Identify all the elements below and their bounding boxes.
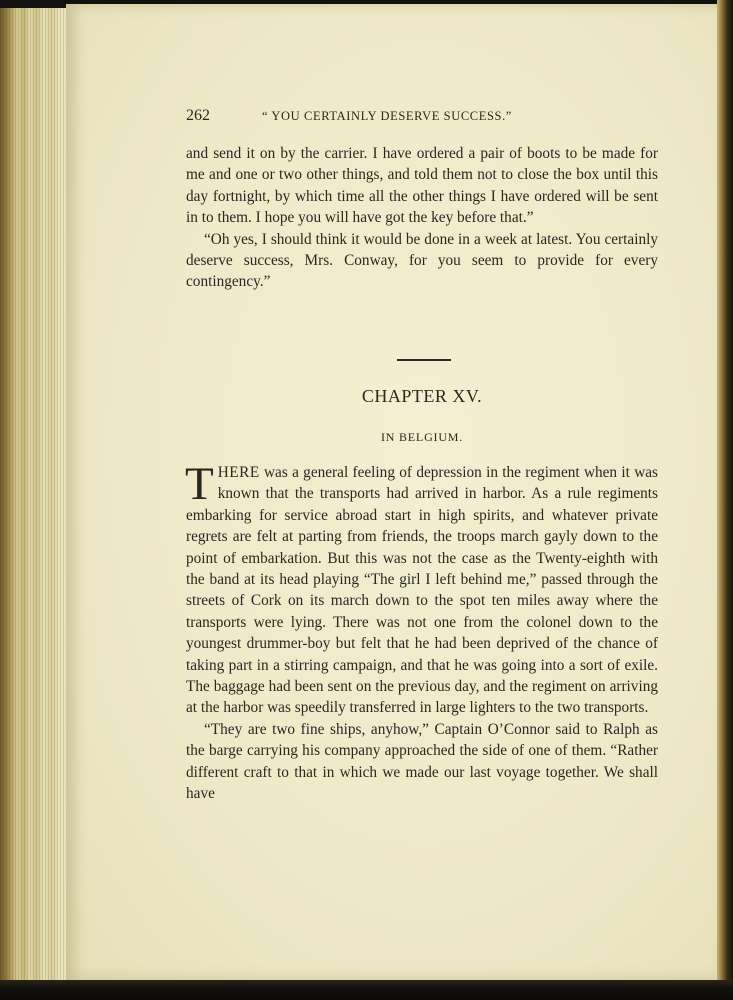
paragraph: “They are two fine ships, anyhow,” Captain O’Connor said to Ralph as the barge carrying his company approached the side of one of them. “Rather different craft to that in which we made our last voyage together. We shall have [186, 720, 658, 803]
running-head-title: “ YOU CERTAINLY DESERVE SUCCESS.” [262, 109, 512, 123]
page-stack-edge [0, 8, 72, 983]
opening-text: was a general feeling of depression in the regiment when it was known that the transports had arrived in harbor. As a rule regiments embarking for service abroad start in high spirits, and whatever private regrets are felt at parting from friends, the troops march gayly down to the point of embarkation. But this was not the case as the Twenty-eighth with the band at its head playing “The girl I left behind me,” passed through the streets of Cork on its march down to the spot ten miles away where the transports were lying. There was not one from the colonel down to the youngest drummer-boy but felt that he had been deprived of the chance of taking part in a stirring campaign, and that he was going into a sort of exile. The baggage had been sent on the previous day, and the regiment on arriving at the harbor was speedily transferred in large lighters to the two transports. [186, 464, 658, 717]
paragraph: “Oh yes, I should think it would be done in a week at latest. You certainly deserve success, Mrs. Conway, for you seem to provide for every contingency.” [186, 230, 658, 291]
section-divider [397, 359, 451, 361]
drop-cap: T [185, 458, 214, 510]
chapter-subtitle: IN BELGIUM. [380, 430, 464, 444]
chapter-text [185, 458, 658, 805]
book-bottom-edge [0, 980, 733, 1000]
paragraph: and send it on by the carrier. I have ordered a pair of boots to be made for me and one or two other things, and told them not to close the box until this day fortnight, by which time all the other things I have ordered will be sent in to them. I hope you will have got the key before that.” [186, 145, 658, 227]
page-number: 262 [186, 107, 210, 124]
chapter-opening-paragraph [185, 458, 658, 719]
book-cover-edge [717, 0, 733, 1000]
text-before-chapter [186, 143, 658, 293]
chapter-title: CHAPTER XV. [361, 386, 483, 406]
opening-small-caps: HERE [217, 464, 260, 481]
